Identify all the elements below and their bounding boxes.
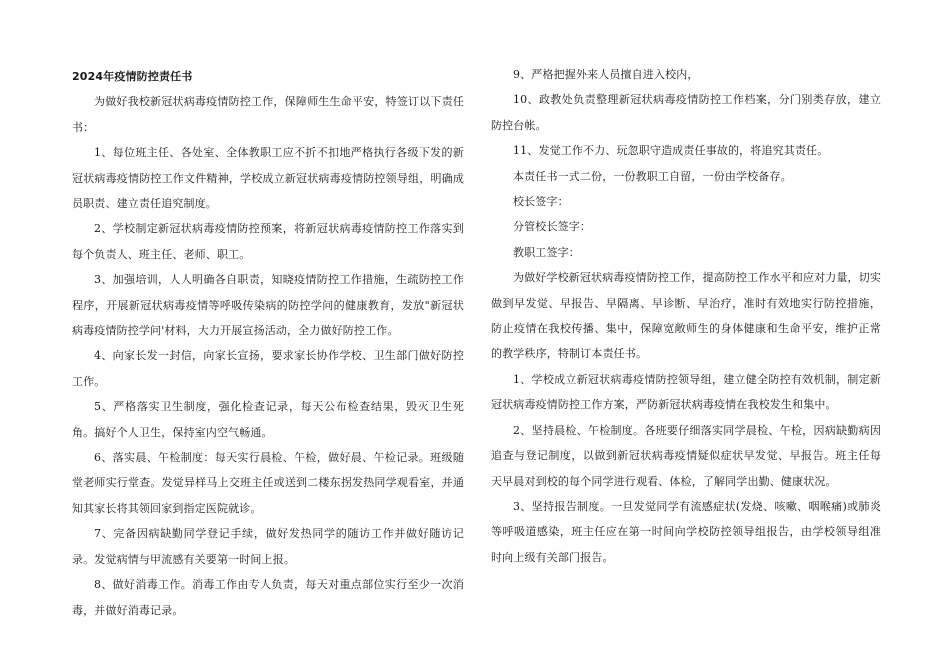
paragraph-intro: 为做好我校新冠状病毒疫情防控工作，保障师生生命平安，特签订以下责任书：	[72, 95, 464, 134]
paragraph-item-4: 4、向家长发一封信，向家长宣扬，要求家长协作学校、卫生部门做好防控工作。	[72, 349, 464, 388]
principal-signature-line: 校长签字：	[513, 195, 569, 209]
paragraph-item-2: 2、学校制定新冠状病毒疫情防控预案，将新冠状病毒疫情防控工作落实到每个负责人、班主任、老师、职工。	[72, 222, 464, 261]
paragraph-item-11: 11、发觉工作不力、玩忽职守造成责任事故的，将追究其责任。	[513, 144, 829, 158]
paragraph-intro-2: 为做好学校新冠状病毒疫情防控工作，提高防控工作水平和应对力量，切实做到早发觉、早报告、早隔离、早诊断、早治疗，准时有效地实行防控措施，防止疫情在我校传播、集中，保障宽敞师生的身体健康和生命平安，维护正常的教学秩序，特制订本责任书。	[491, 271, 881, 361]
paragraph-copies-note: 本责任书一式二份，一份教职工自留，一份由学校备存。	[513, 169, 792, 183]
document-title: 2024年疫情防控责任书	[72, 70, 193, 83]
paragraph-section2-item-1: 1、学校成立新冠状病毒疫情防控领导组，建立健全防控有效机制，制定新冠状病毒疫情防控工作方案，严防新冠状病毒疫情在我校发生和集中。	[491, 372, 881, 412]
left-column	[72, 64, 464, 623]
staff-signature-line: 教职工签字：	[513, 245, 580, 259]
paragraph-item-5: 5、严格落实卫生制度，强化检查记录，每天公布检查结果，毁灭卫生死角。搞好个人卫生，保持室内空气畅通。	[72, 400, 464, 439]
paragraph-item-7: 7、完备因病缺勤同学登记手续，做好发热同学的随访工作并做好随访记录。发觉病情与甲流感有关要第一时间上报。	[72, 527, 464, 566]
paragraph-item-10: 10、政教处负责整理新冠状病毒疫情防控工作档案，分门别类存放，建立防控台帐。	[491, 93, 881, 132]
paragraph-section2-item-2: 2、坚持晨检、午检制度。各班要仔细落实同学晨检、午检，因病缺勤病因追查与登记制度，以做到新冠状病毒疫情疑似症状早发觉、早报告。班主任每天早晨对到校的每个同学进行观看、体检，了解同学出勤、健康状况。	[491, 423, 881, 488]
paragraph-item-6: 6、落实晨、午检制度：每天实行晨检、午检，做好晨、午检记录。班级随堂老师实行堂查。发觉异样马上交班主任或送到二楼东拐发热同学观看室，并通知其家长将其领回家到指定医院就诊。	[72, 451, 464, 515]
right-column	[491, 62, 881, 570]
vice-principal-signature-line: 分管校长签字：	[513, 220, 592, 234]
paragraph-item-8: 8、做好消毒工作。消毒工作由专人负责，每天对重点部位实行至少一次消毒，并做好消毒记录。	[72, 578, 464, 617]
paragraph-item-1: 1、每位班主任、各处室、全体教职工应不折不扣地严格执行各级下发的新冠状病毒疫情防控工作文件精神，学校成立新冠状病毒疫情防控领导组，明确成员职责、建立责任追究制度。	[72, 146, 464, 211]
paragraph-item-3: 3、加强培训，人人明确各自职责，知晓疫情防控工作措施，生疏防控工作程序，开展新冠状病毒疫情等呼吸传染病的防控学问的健康教育，发放"新冠状病毒疫情防控学问'材料，大力开展宣扬活动，全力做好防控工作。	[72, 273, 464, 338]
paragraph-section2-item-3: 3、坚持报告制度。一旦发觉同学有流感症状(发烧、咳嗽、咽喉痛)或肺炎等呼吸道感染，班主任应在第一时间向学校防控领导组报告，由学校领导组准时向上级有关部门报告。	[491, 499, 881, 564]
paragraph-item-9: 9、严格把握外来人员擅自进入校内，	[513, 68, 699, 81]
